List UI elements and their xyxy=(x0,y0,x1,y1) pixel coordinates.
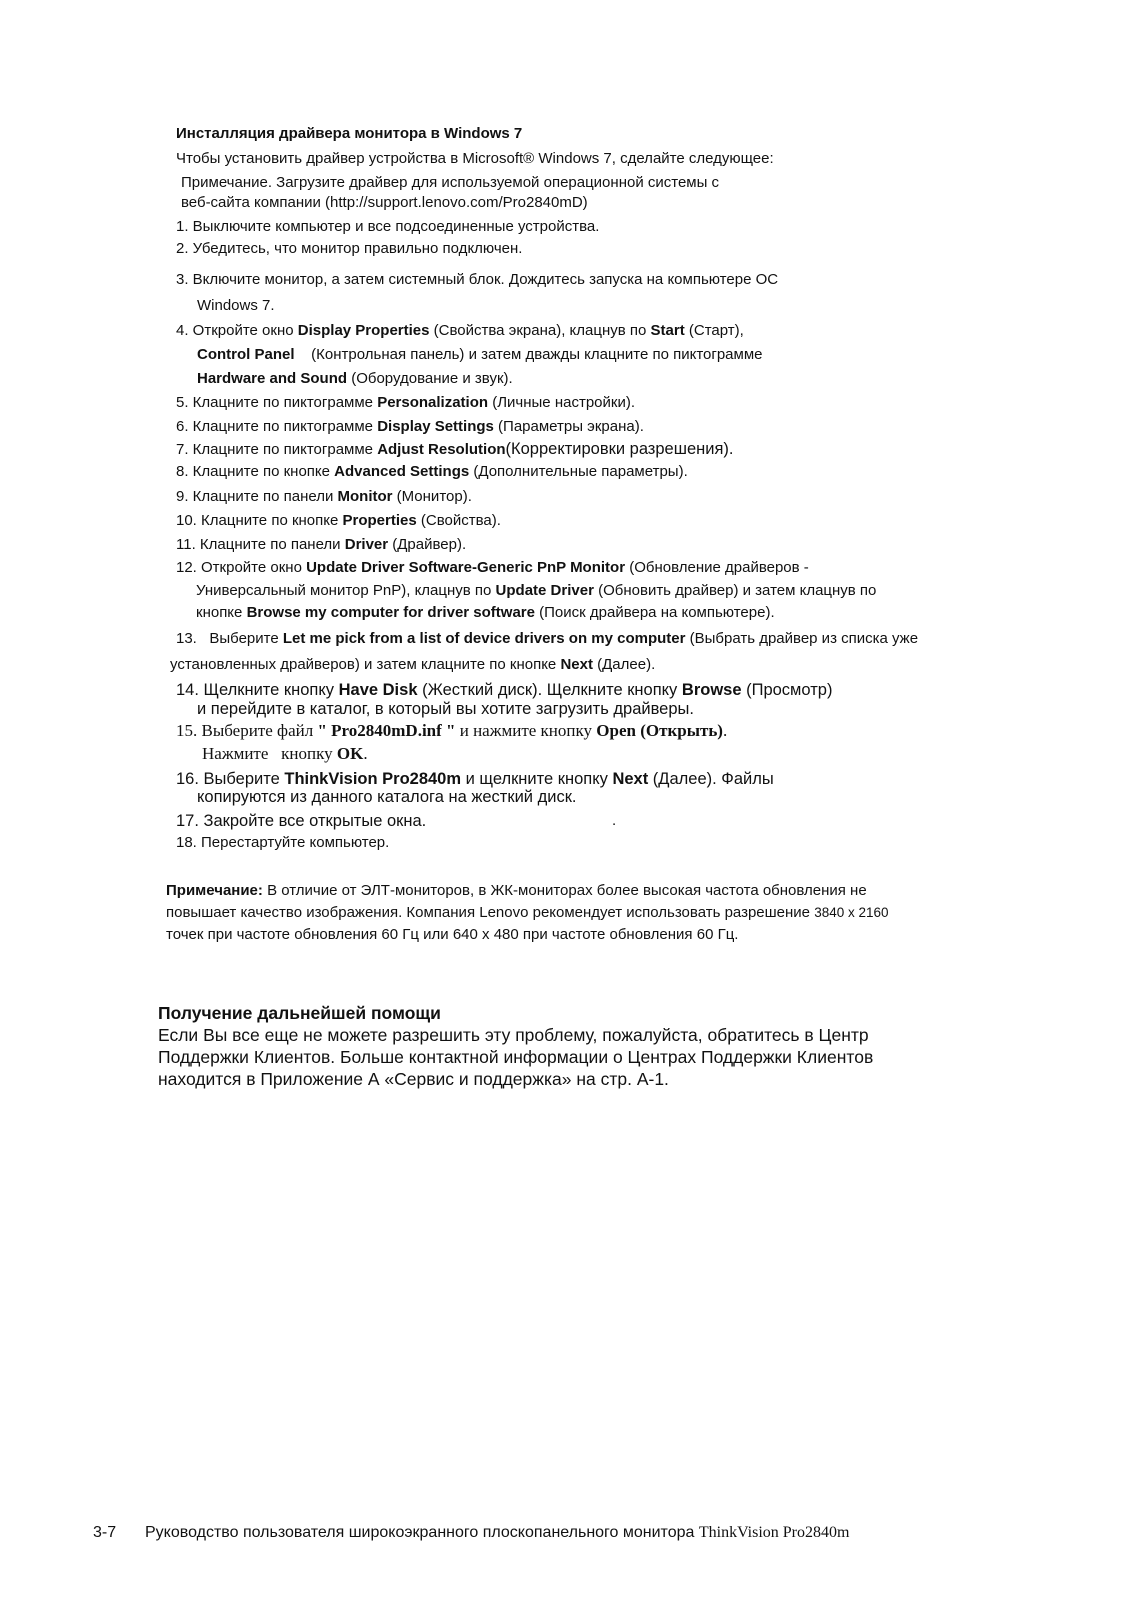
step-4-line-2: Control Panel (Контрольная панель) и затем дважды клацните по пиктограмме xyxy=(197,346,763,363)
step-9: 9. Клацните по панели Monitor (Монитор). xyxy=(176,488,472,505)
step-12-line-2: Универсальный монитор PnP), клацнув по Update Driver (Обновить драйвер) и затем клацнув по xyxy=(196,582,877,599)
section-heading: Инсталляция драйвера монитора в Windows 7 xyxy=(176,125,523,142)
step-14-line-1: 14. Щелкните кнопку Have Disk (Жесткий диск). Щелкните кнопку Browse (Просмотр) xyxy=(176,681,833,699)
step-7: 7. Клацните по пиктограмме Adjust Resolution(Корректировки разрешения). xyxy=(176,440,734,458)
step-12-line-3: кнопке Browse my computer for driver software (Поиск драйвера на компьютере). xyxy=(196,604,775,621)
footer-text: Руководство пользователя широкоэкранного плоскопанельного монитора ThinkVision Pro2840m xyxy=(145,1524,850,1541)
note-line-1: Примечание: В отличие от ЭЛТ-мониторов, в ЖК-мониторах более высокая частота обновления не xyxy=(166,882,867,899)
help-line-2: Поддержки Клиентов. Больше контактной информации о Центрах Поддержки Клиентов xyxy=(158,1047,874,1067)
step-3-line-1: 3. Включите монитор, а затем системный блок. Дождитесь запуска на компьютере ОС xyxy=(176,271,779,288)
step-12-line-1: 12. Откройте окно Update Driver Software-Generic PnP Monitor (Обновление драйверов - xyxy=(176,559,809,576)
step-8: 8. Клацните по кнопке Advanced Settings (Дополнительные параметры). xyxy=(176,463,688,480)
step-3-line-2: Windows 7. xyxy=(197,297,275,314)
help-line-1: Если Вы все еще не можете разрешить эту проблему, пожалуйста, обратитесь в Центр xyxy=(158,1025,869,1045)
step-6: 6. Клацните по пиктограмме Display Settings (Параметры экрана). xyxy=(176,418,644,435)
note-line-3: точек при частоте обновления 60 Гц или 640 x 480 при частоте обновления 60 Гц. xyxy=(166,926,739,943)
intro-text: Чтобы установить драйвер устройства в Microsoft® Windows 7, сделайте следующее: xyxy=(176,150,774,167)
step-17: 17. Закройте все открытые окна. xyxy=(176,812,427,830)
help-heading: Получение дальнейшей помощи xyxy=(158,1003,441,1023)
step-13-line-1: 13. Выберите Let me pick from a list of device drivers on my computer (Выбрать драйвер из списка уже xyxy=(176,630,919,647)
step-13-line-2: установленных драйверов) и затем клацните по кнопке Next (Далее). xyxy=(170,656,656,673)
step-1: 1. Выключите компьютер и все подсоединенные устройства. xyxy=(176,218,600,235)
step-16-line-2: копируются из данного каталога на жесткий диск. xyxy=(197,788,577,806)
download-note-line-1: Примечание. Загрузите драйвер для используемой операционной системы с xyxy=(181,174,720,191)
step-2: 2. Убедитесь, что монитор правильно подключен. xyxy=(176,240,523,257)
step-15-line-1: 15. Выберите файл " Pro2840mD.inf " и нажмите кнопку Open (Открыть). xyxy=(176,721,728,740)
step-15-line-2: Нажмите кнопку OK. xyxy=(202,744,368,763)
step-4-line-1: 4. Откройте окно Display Properties (Свойства экрана), клацнув по Start (Старт), xyxy=(176,322,744,339)
step-11: 11. Клацните по панели Driver (Драйвер). xyxy=(176,536,467,553)
page-number: 3-7 xyxy=(93,1524,117,1541)
step-16-line-1: 16. Выберите ThinkVision Pro2840m и щелкните кнопку Next (Далее). Файлы xyxy=(176,770,774,788)
stray-period: . xyxy=(612,812,617,829)
step-4-line-3: Hardware and Sound (Оборудование и звук). xyxy=(197,370,513,387)
step-18: 18. Перестартуйте компьютер. xyxy=(176,834,390,851)
download-note-line-2: веб-сайта компании (http://support.lenovo.com/Pro2840mD) xyxy=(181,194,588,211)
help-line-3: находится в Приложение А «Сервис и поддержка» на стр. А-1. xyxy=(158,1069,669,1089)
step-14-line-2: и перейдите в каталог, в который вы хотите загрузить драйверы. xyxy=(197,700,694,718)
note-line-2: повышает качество изображения. Компания Lenovo рекомендует использовать разрешение 3840 x 2160 xyxy=(166,904,889,921)
step-10: 10. Клацните по кнопке Properties (Свойства). xyxy=(176,512,501,529)
step-5: 5. Клацните по пиктограмме Personalization (Личные настройки). xyxy=(176,394,635,411)
